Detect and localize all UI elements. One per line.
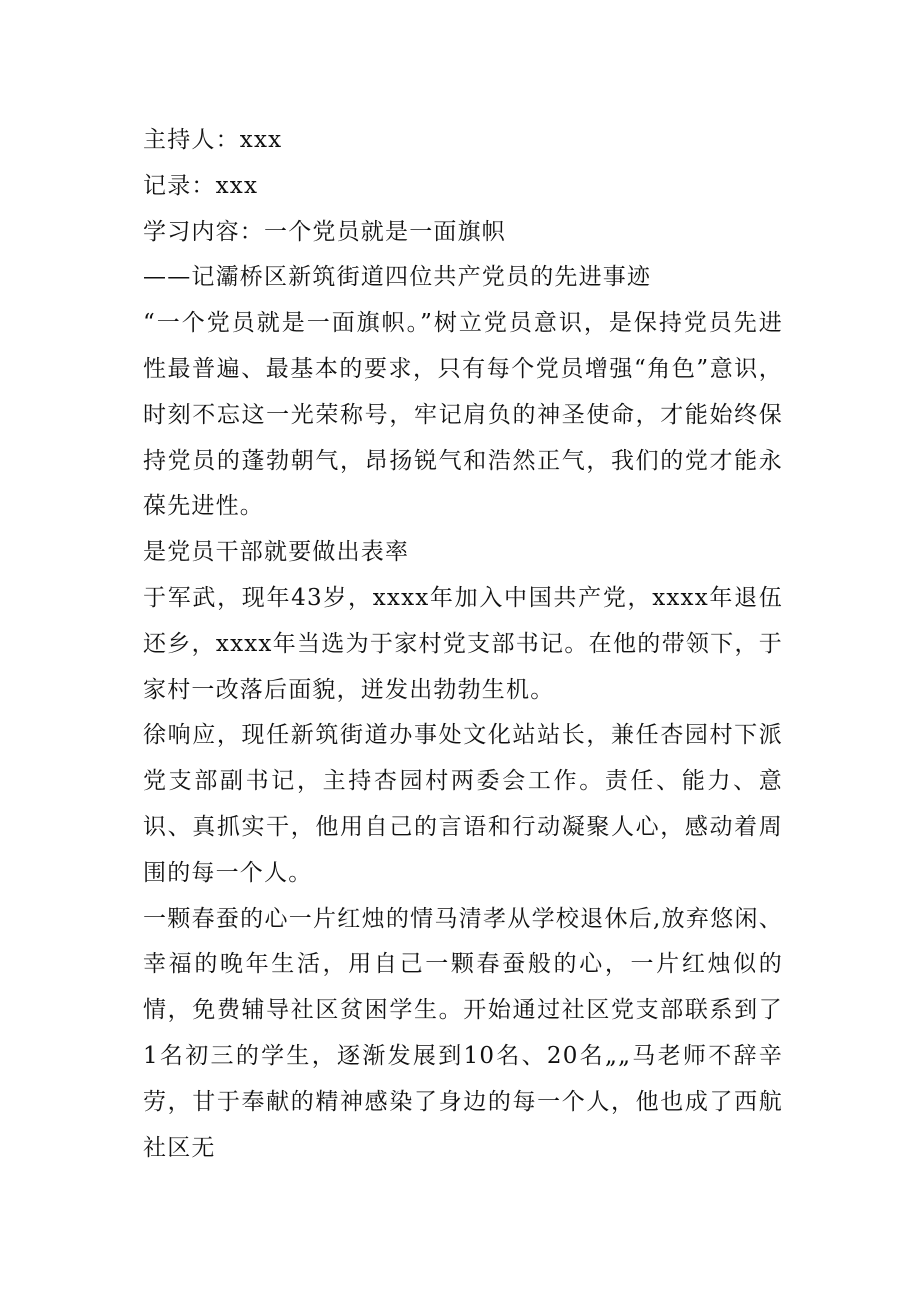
paragraph-ma-qingxiao: 一颗春蚕的心一片红烛的情马清孝从学校退休后,放弃悠闲、幸福的晚年生活，用自己一颗春蚕般的心，一片红烛似的情，免费辅导社区贫困学生。开始通过社区党支部联系到了1名初三的学生，逐渐发展到10名、20名„„马老师不辞辛劳，甘于奉献的精神感染了身边的每一个人，他也成了西航社区无 — [143, 905, 783, 1161]
document-body — [143, 118, 783, 1171]
paragraph-yu-junwu: 于军武，现年43岁，xxxx年加入中国共产党，xxxx年退伍还乡，xxxx年当选为于家村党支部书记。在他的带领下，于家村一改落后面貌，迸发出勃勃生机。 — [143, 584, 783, 703]
paragraph-xu-xiangying: 徐响应，现任新筑街道办事处文化站站长，兼任杏园村下派党支部副书记，主持杏园村两委会工作。责任、能力、意识、真抓实干，他用自己的言语和行动凝聚人心，感动着周围的每一个人。 — [143, 722, 783, 886]
intro-paragraph: “一个党员就是一面旗帜。”树立党员意识，是保持党员先进性最普遍、最基本的要求，只有每个党员增强“角色”意识，时刻不忘这一光荣称号，牢记肩负的神圣使命，才能始终保持党员的蓬勃朝气，昂扬锐气和浩然正气，我们的党才能永葆先进性。 — [143, 310, 783, 520]
study-topic-line: 学习内容：一个党员就是一面旗帜 — [143, 218, 506, 245]
recorder-line: 记录：xxx — [143, 172, 259, 199]
section-heading: 是党员干部就要做出表率 — [143, 539, 410, 566]
host-line: 主持人：xxx — [143, 127, 283, 153]
subtitle-line: ——记灞桥区新筑街道四位共产党员的先进事迹 — [143, 264, 652, 291]
